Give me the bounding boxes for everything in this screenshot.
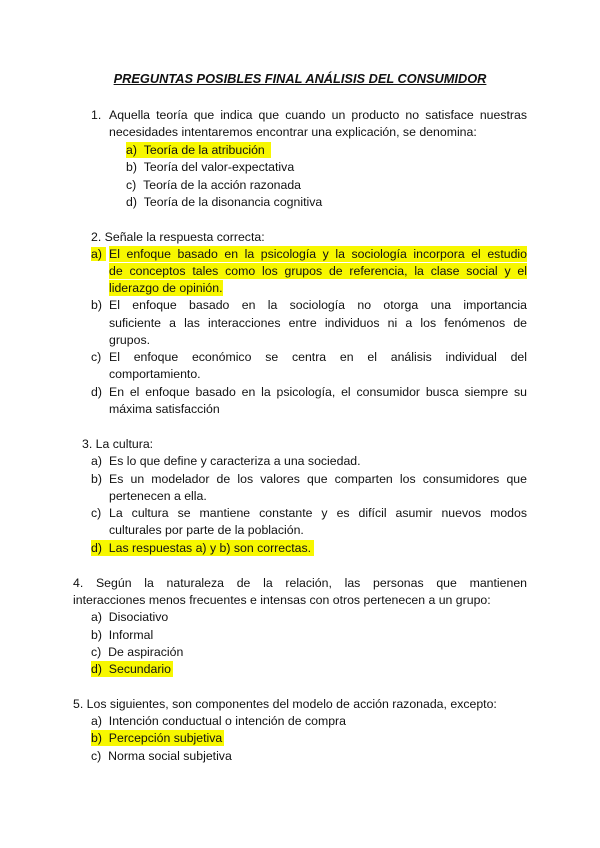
q1-number: 1. xyxy=(91,108,102,122)
option-letter: d) xyxy=(91,541,102,555)
q2-option-d-letter: d) xyxy=(91,385,102,399)
q4-option-c xyxy=(91,644,183,660)
q5-option-b xyxy=(91,730,224,746)
q1-option-a xyxy=(126,142,271,158)
q3-option-a-letter: a) xyxy=(91,454,102,468)
option-text: Secundario xyxy=(108,662,171,676)
option-letter: c) xyxy=(126,178,137,192)
q2-option-a-letter: a) xyxy=(91,246,106,262)
q2-option-b-line2: suficiente a las interacciones entre individuos ni a los fenómenos de xyxy=(109,316,527,330)
q4-text-line1: 4. Según la naturaleza de la relación, las personas que mantienen xyxy=(73,576,527,590)
q2-option-d-line2: máxima satisfacción xyxy=(109,402,220,416)
option-text: Teoría de la disonancia cognitiva xyxy=(143,195,323,209)
q2-question: 2. Señale la respuesta correcta: xyxy=(91,230,265,244)
q2-option-c-letter: c) xyxy=(91,350,102,364)
q2-option-b-line3: grupos. xyxy=(109,333,151,347)
option-text: Las respuestas a) y b) son correctas. xyxy=(108,541,312,555)
q2-option-b-letter: b) xyxy=(91,298,102,312)
option-letter: a) xyxy=(126,143,137,157)
page-title: PREGUNTAS POSIBLES FINAL ANÁLISIS DEL CONSUMIDOR xyxy=(113,71,487,86)
q1-text-line2: necesidades intentaremos encontrar una explicación, se denomina: xyxy=(109,125,477,139)
q3-option-c-letter: c) xyxy=(91,506,102,520)
q3-option-a-line1: Es lo que define y caracteriza a una sociedad. xyxy=(109,454,361,468)
option-letter: b) xyxy=(126,160,137,174)
option-letter: b) xyxy=(91,628,102,642)
q5-question: 5. Los siguientes, son componentes del modelo de acción razonada, excepto: xyxy=(73,697,497,711)
q1-option-c xyxy=(126,177,301,193)
q4-text-line2: interacciones menos frecuentes e intensas con otros pertenecen a un grupo: xyxy=(73,593,491,607)
option-letter: c) xyxy=(91,749,102,763)
option-text: Teoría de la acción razonada xyxy=(143,178,302,192)
q2-option-a-line2: de conceptos tales como los grupos de referencia, la clase social y el xyxy=(109,264,527,278)
option-text: Intención conductual o intención de compra xyxy=(108,714,346,728)
q1-option-d xyxy=(126,194,322,210)
q3-option-b-line1: Es un modelador de los valores que comparten los consumidores que xyxy=(109,472,527,486)
q3-option-d xyxy=(91,540,314,556)
q4-option-a xyxy=(91,609,168,625)
option-text: De aspiración xyxy=(108,645,184,659)
option-text: Teoría del valor-expectativa xyxy=(143,160,295,174)
option-text: Teoría de la atribución xyxy=(143,143,265,157)
q4-option-d xyxy=(91,661,173,677)
q3-option-b-line2: pertenecen a ella. xyxy=(109,489,207,503)
q5-option-a xyxy=(91,713,346,729)
q2-option-a-line3: liderazgo de opinión. xyxy=(109,281,223,295)
q3-option-b-letter: b) xyxy=(91,472,102,486)
option-letter: b) xyxy=(91,731,102,745)
q3-option-c-line1: La cultura se mantiene constante y es difícil asumir nuevos modos xyxy=(109,506,527,520)
option-letter: a) xyxy=(91,714,102,728)
q1-option-b xyxy=(126,159,294,175)
option-text: Informal xyxy=(108,628,154,642)
q5-option-c xyxy=(91,748,232,764)
option-text: Norma social subjetiva xyxy=(108,749,232,763)
q2-option-d-line1: En el enfoque basado en la psicología, el consumidor busca siempre su xyxy=(109,385,527,399)
option-letter: a) xyxy=(91,610,102,624)
option-letter: d) xyxy=(91,662,102,676)
option-letter: d) xyxy=(126,195,137,209)
q3-option-c-line2: culturales por parte de la población. xyxy=(109,523,304,537)
q3-question: 3. La cultura: xyxy=(82,437,154,451)
q1-text-line1: Aquella teoría que indica que cuando un producto no satisface nuestras xyxy=(109,108,527,122)
option-text: Disociativo xyxy=(108,610,169,624)
q2-option-b-line1: El enfoque basado en la sociología no otorga una importancia xyxy=(109,298,527,312)
option-letter: c) xyxy=(91,645,102,659)
q2-option-c-line1: El enfoque económico se centra en el análisis individual del xyxy=(109,350,527,364)
q2-option-c-line2: comportamiento. xyxy=(109,367,201,381)
option-text: Percepción subjetiva xyxy=(108,731,223,745)
q4-option-b xyxy=(91,627,153,643)
q2-option-a-line1: El enfoque basado en la psicología y la sociología incorpora el estudio xyxy=(109,247,527,261)
